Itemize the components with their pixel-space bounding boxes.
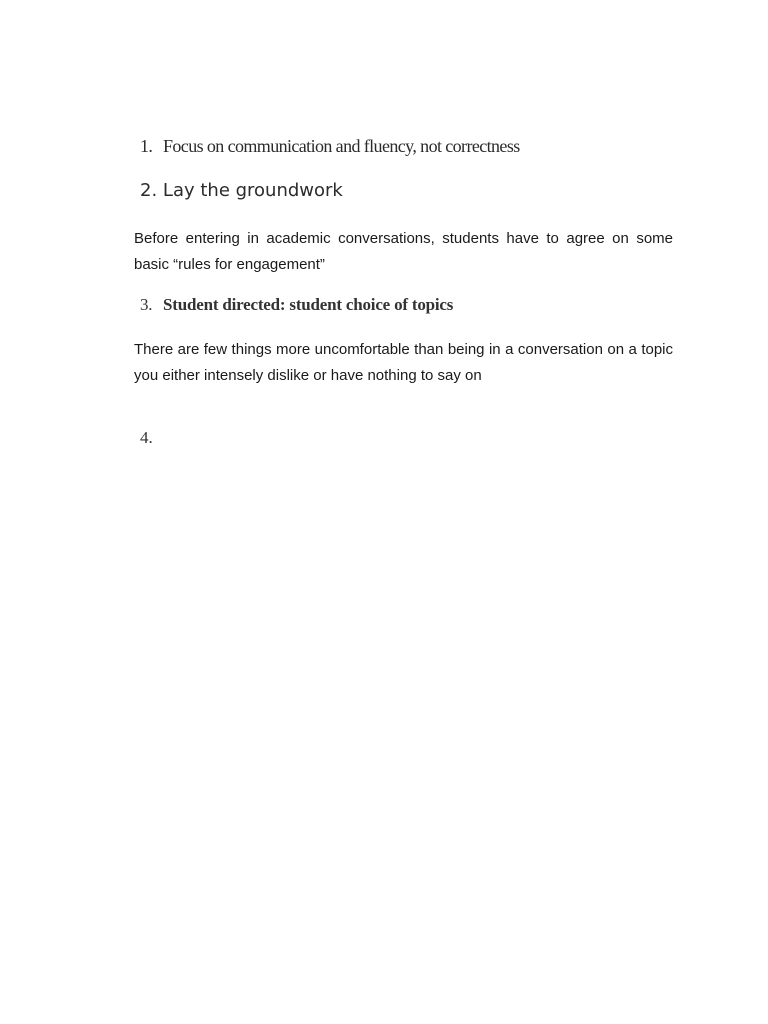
list-item-text: Focus on communication and fluency, not correctness xyxy=(163,136,520,156)
paragraph-1: Before entering in academic conversations, students have to agree on some basic “rules for engagement” xyxy=(134,230,673,273)
list-number: 3. xyxy=(140,295,153,314)
list-item-text: Lay the groundwork xyxy=(162,180,343,201)
paragraph-2: There are few things more uncomfortable than being in a conversation on a topic you either intensely dislike or have nothing to say on xyxy=(134,341,673,384)
list-number: 1. xyxy=(140,136,153,156)
list-item-4 xyxy=(140,428,153,448)
list-number: 2. xyxy=(140,180,158,201)
list-item-3 xyxy=(140,295,453,315)
list-item-1 xyxy=(140,136,520,157)
list-item-text: Student directed: student choice of topics xyxy=(163,295,454,314)
list-number: 4. xyxy=(140,428,153,447)
list-item-2 xyxy=(140,180,343,201)
